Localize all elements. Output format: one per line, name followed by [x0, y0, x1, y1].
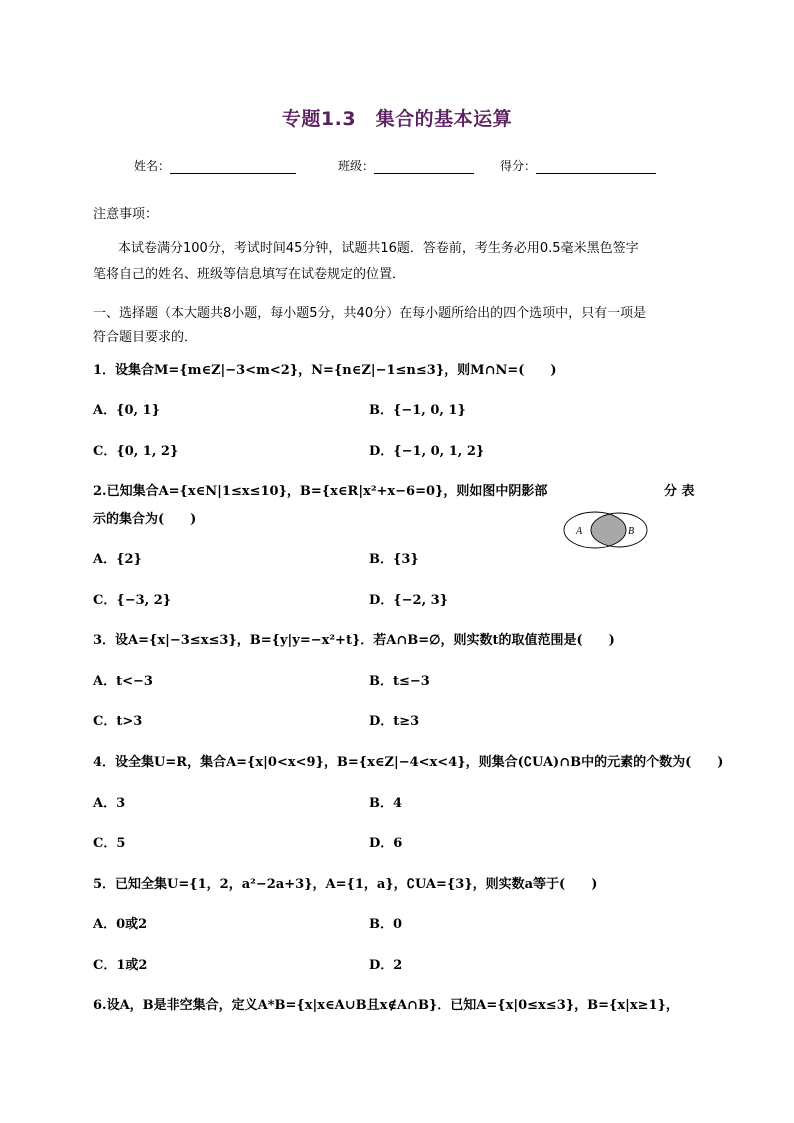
venn-label-a: A [576, 526, 583, 537]
class-label: 班级： [338, 159, 375, 173]
q5-option-b[interactable]: B．0 [369, 917, 403, 932]
q5-option-a[interactable]: A．0或2 [93, 917, 148, 932]
section-line-1: 一、选择题（本大题共8小题，每小题5分，共40分）在每小题所给出的四个选项中，只有一项是 [93, 306, 647, 321]
score-blank[interactable] [536, 161, 656, 174]
venn-diagram [561, 509, 653, 551]
q1-option-d[interactable]: D．{−1, 0, 1, 2} [369, 444, 485, 459]
venn-label-b: B [628, 526, 635, 537]
q2-option-b[interactable]: B．{3} [369, 552, 419, 567]
q2-option-c[interactable]: C．{−3, 2} [93, 593, 172, 608]
q3-option-a[interactable]: A．t<−3 [93, 674, 153, 689]
score-label: 得分： [500, 159, 537, 173]
question-2-stem-line-2: 示的集合为( ) [93, 512, 197, 527]
class-field[interactable] [338, 157, 474, 174]
q3-option-d[interactable]: D．t≥3 [369, 714, 420, 729]
name-label: 姓名： [134, 159, 171, 173]
page-title: 专题1.3 集合的基本运算 [281, 108, 513, 130]
class-blank[interactable] [374, 161, 474, 174]
q4-option-b[interactable]: B．4 [369, 796, 403, 811]
q5-option-c[interactable]: C．1或2 [93, 958, 148, 973]
notice-line-2: 笔将自己的姓名、班级等信息填写在试卷规定的位置． [93, 267, 406, 282]
question-5-stem: 5．已知全集U={1，2，a²−2a+3}，A={1，a}，∁UA={3}，则实数a等于( ) [93, 877, 598, 892]
q3-option-c[interactable]: C．t>3 [93, 714, 143, 729]
section-line-2: 符合题目要求的． [93, 330, 198, 345]
question-3-stem: 3．设A={x|−3≤x≤3}，B={y|y=−x²+t}．若A∩B=∅，则实数t的取值范围是( ) [93, 633, 615, 648]
q4-option-d[interactable]: D．6 [369, 836, 403, 851]
question-6-stem: 6.设A，B是非空集合，定义A*B={x|x∈A∪B且x∉A∩B}．已知A={x|0≤x≤3}，B={x|x≥1}， [93, 998, 679, 1013]
q4-option-a[interactable]: A．3 [93, 796, 126, 811]
name-blank[interactable] [170, 161, 296, 174]
q5-option-d[interactable]: D．2 [369, 958, 403, 973]
q1-option-a[interactable]: A．{0, 1} [93, 403, 160, 418]
q2-option-d[interactable]: D．{−2, 3} [369, 593, 449, 608]
q2-option-a[interactable]: A．{2} [93, 552, 142, 567]
question-1-stem: 1．设集合M={m∈Z|−3<m<2}，N={n∈Z|−1≤n≤3}，则M∩N=( ) [93, 363, 557, 378]
question-2-stem-tail: 分 表 [664, 484, 695, 499]
notice-line-1: 本试卷满分100分，考试时间45分钟，试题共16题．答卷前，考生务必用0.5毫米黑色签字 [118, 241, 639, 256]
score-field[interactable] [500, 157, 656, 174]
notice-heading: 注意事项： [93, 207, 159, 222]
q1-option-c[interactable]: C．{0, 1, 2} [93, 444, 179, 459]
question-4-stem: 4．设全集U=R，集合A={x|0<x<9}，B={x∈Z|−4<x<4}，则集合(∁UA)∩B中的元素的个数为( ) [93, 755, 724, 770]
q4-option-c[interactable]: C．5 [93, 836, 126, 851]
q1-option-b[interactable]: B．{−1, 0, 1} [369, 403, 466, 418]
q3-option-b[interactable]: B．t≤−3 [369, 674, 430, 689]
name-field[interactable] [134, 157, 296, 174]
question-2-stem-line-1: 2.已知集合A={x∈N|1≤x≤10}，B={x∈R|x²+x−6=0}，则如图中阴影部 [93, 484, 548, 499]
